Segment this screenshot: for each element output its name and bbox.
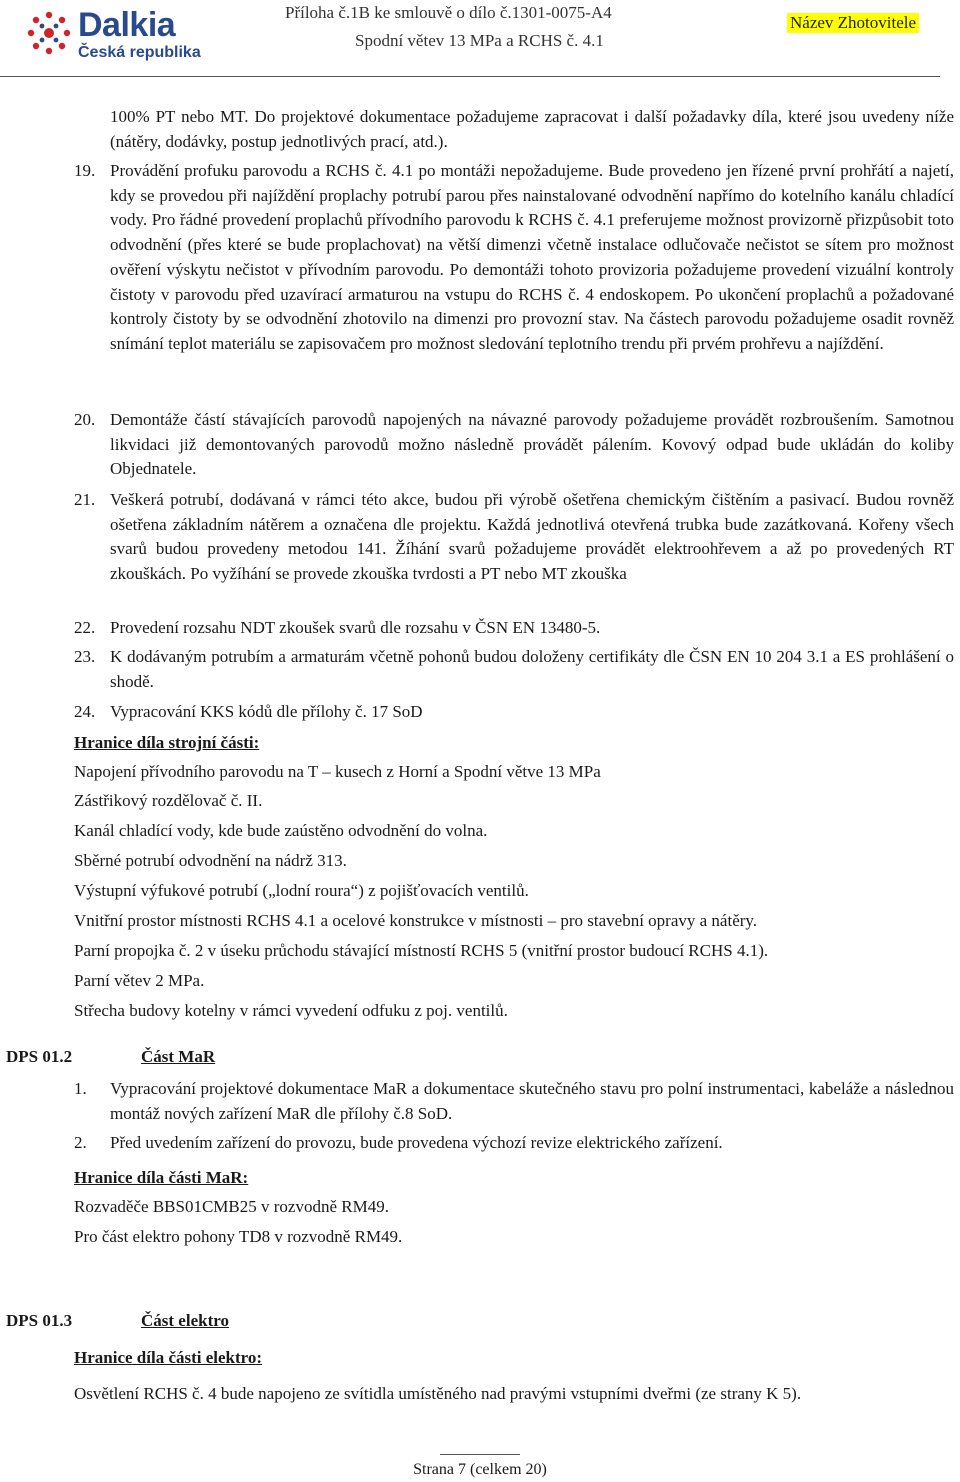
header-contractor: Název Zhotovitele [787,13,919,33]
item-text: K dodávaným potrubím a armaturám včetně pohonů budou doloženy certifikáty dle ČSN EN 10 204 3.1 a ES prohlášení o shodě. [110,647,954,691]
section-mar-title: Část MaR [141,1047,216,1066]
boundary-mar-heading: Hranice díla části MaR: [74,1168,249,1187]
header-subject: Spodní větev 13 MPa a RCHS č. 4.1 [355,31,604,50]
boundary-mar-line: Rozvaděče BBS01CMB25 v rozvodně RM49. [74,1197,389,1216]
boundary-mech-line: Kanál chladící vody, kde bude zaústěno odvodnění do volna. [74,821,488,840]
item-number: 23. [74,647,96,666]
section-elektro-title: Část elektro [141,1311,229,1330]
boundary-mech-line: Zástřikový rozdělovač č. II. [74,791,263,810]
boundary-mech-line: Střecha budovy kotelny v rámci vyvedení odfuku z poj. ventilů. [74,1001,508,1020]
item-number: 20. [74,410,96,429]
footer-rule [440,1454,520,1455]
boundary-mech-line: Parní větev 2 MPa. [74,971,205,990]
header-attachment: Příloha č.1B ke smlouvě o dílo č.1301-0075-A4 [285,3,612,22]
boundary-mech-heading: Hranice díla strojní části: [74,733,260,752]
boundary-mech-line: Výstupní výfukové potrubí („lodní roura“) z pojišťovacích ventilů. [74,881,529,900]
boundary-mech-line: Parní propojka č. 2 v úseku průchodu stávající místností RCHS 5 (vnitřní prostor budoucí RCHS 4.1). [74,941,769,960]
mar-item-text: Vypracování projektové dokumentace MaR a dokumentace skutečného stavu pro polní instrumentaci, kabeláže a následnou montáž nových zařízení MaR dle přílohy č.8 SoD. [110,1079,954,1123]
intro-paragraph: 100% PT nebo MT. Do projektové dokumentace požadujeme zapracovat i další požadavky díla, které jsou uvedeny níže (nátěry, dodávky, postup jednotlivých prací, atd.). [110,107,954,151]
mar-item-number: 2. [74,1133,87,1152]
item-text: Veškerá potrubí, dodávaná v rámci této akce, budou při výrobě ošetřena chemickým čištěním a pasivací. Budou rovněž ošetřena základním nátěrem a označena dle projektu. Každá jednotlivá otevřená trubka bude zazátkovaná. Kořeny všech svarů budou provedeny metodou 141. Žíhání svarů požadujeme provádět elektroohřevem a až po provedených RT zkouškách. Po vyžíhání se provede zkouška tvrdosti a PT nebo MT zkouška [110,490,954,584]
item-number: 22. [74,618,96,637]
item-text: Demontáže částí stávajících parovodů napojených na návazné parovody požadujeme provádět rozbroušením. Samotnou likvidaci již demontovaných parovodů možno následně provádět pálením. Kovový odpad bude ukládán do koliby Objednatele. [110,410,954,479]
item-number: 19. [74,161,96,180]
item-text: Provedení rozsahu NDT zkoušek svarů dle rozsahu v ČSN EN 13480-5. [110,618,601,637]
boundary-mech-line: Sběrné potrubí odvodnění na nádrž 313. [74,851,347,870]
dalkia-logo [26,6,206,64]
section-mar-code: DPS 01.2 [6,1047,73,1066]
mar-item-text: Před uvedením zařízení do provozu, bude provedena výchozí revize elektrického zařízení. [110,1133,723,1152]
section-elektro-code: DPS 01.3 [6,1311,73,1330]
boundary-mech-line: Napojení přívodního parovodu na T – kusech z Horní a Spodní větve 13 MPa [74,762,601,781]
item-number: 21. [74,490,96,509]
dalkia-logo-icon [26,10,72,56]
mar-item-number: 1. [74,1079,87,1098]
item-text: Provádění profuku parovodu a RCHS č. 4.1 po montáži nepožadujeme. Bude provedeno jen řízené první prohřátí a najetí, kdy se provedou při najíždění proplachy potrubí parou přes nainstalované odvodnění napřímo do kotelního kanálu chladící vody. Pro řádné provedení proplachů přívodního parovodu k RCHS č. 4.1 preferujeme možnost provizorně přizpůsobit toto odvodnění (přes které se bude proplachovat) na větší dimenzi včetně instalace odlučovače nečistot se sítem pro možnost ověření výskytu nečistot v přívodním parovodu. Po demontáži tohoto provizoria požadujeme provedení vizuální kontroly čistoty v parovodu před uzavírací armaturou na vstupu do RCHS č. 4 endoskopem. Po ukončení proplachů a požadované kontroly čistoty by se odvodnění zhotovilo na dimenzi pro provozní stav. Na částech parovodu požadujeme osadit rovněž snímání teplot materiálu se zapisovačem pro možnost sledování teplotního trendu při prvém prohřevu a najíždění. [110,161,954,353]
boundary-mech-line: Vnitřní prostor místnosti RCHS 4.1 a ocelové konstrukce v místnosti – pro stavební opravy a nátěry. [74,911,758,930]
boundary-mar-line: Pro část elektro pohony TD8 v rozvodně RM49. [74,1227,403,1246]
boundary-elektro-text: Osvětlení RCHS č. 4 bude napojeno ze svítidla umístěného nad pravými vstupními dveřmi (ze strany K 5). [74,1384,802,1403]
header-rule [0,76,940,77]
logo-name: Dalkia [78,6,176,44]
boundary-elektro-heading: Hranice díla části elektro: [74,1348,263,1367]
item-number: 24. [74,702,96,721]
logo-subtitle: Česká republika [78,44,201,61]
item-text: Vypracování KKS kódů dle přílohy č. 17 SoD [110,702,423,721]
page-number: Strana 7 (celkem 20) [413,1461,547,1478]
